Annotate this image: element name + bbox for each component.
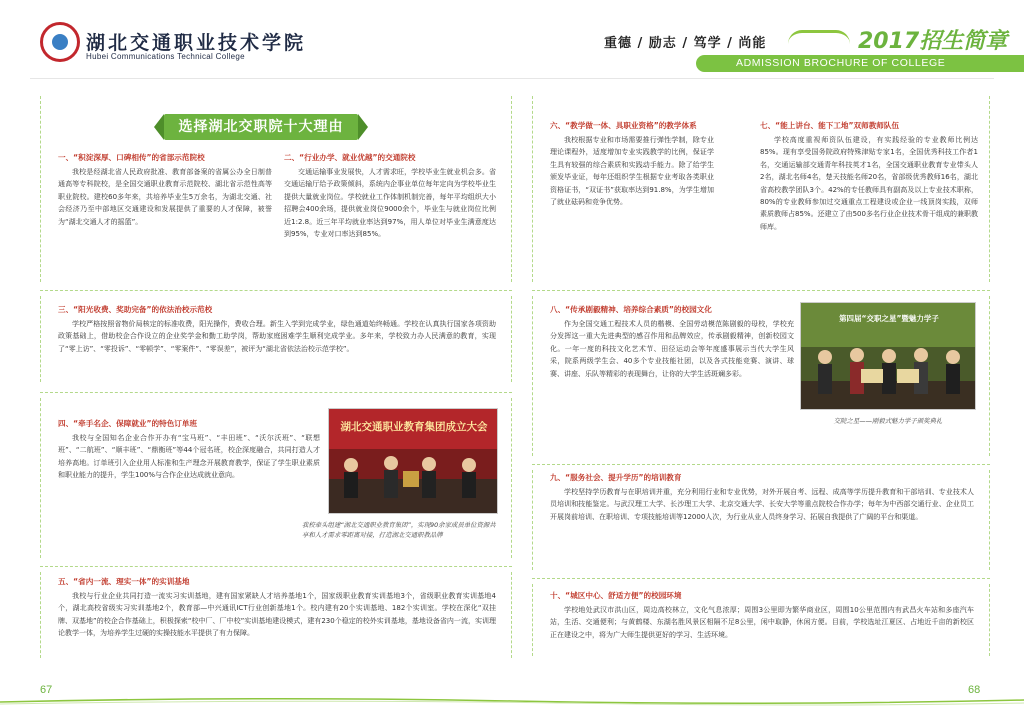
divider bbox=[40, 566, 512, 567]
section-2 bbox=[284, 152, 496, 240]
section-3 bbox=[58, 304, 496, 355]
photo-caption: 我校牵头组建“湖北交通职业教育集团”，实现90余家成员单位资源共享和人才需求零距离对接，打造湖北交通职教品牌 bbox=[302, 521, 496, 539]
section-6-title: 六、“教学做一体、具职业资格”的教学体系 bbox=[550, 121, 697, 130]
divider bbox=[532, 578, 990, 579]
section-6 bbox=[550, 120, 714, 208]
car-outline-icon bbox=[788, 30, 850, 44]
divider bbox=[40, 290, 512, 291]
section-1 bbox=[58, 152, 272, 228]
section-5-body: 我校与行业企业共同打造一流实习实训基地，建有国家紧缺人才培养基地1个，国家级职业教育实训基地3个，省级职业教育实训基地4个，湖北高校省级实习实训基地2个，教育部—中兴通讯ICT行业创新基地1个。校内建有20个实训基地、182个实训室。学校在深化“双挂牌、双基地”的校企合作基础上，积极探索“校中厂、厂中校”实训基地建设模式，建有230个稳定的校外实训基地，基地设备省内一流，实训理论教学一体，为培养学生过硬的实操技能水平提供了有力保障。 bbox=[58, 592, 496, 638]
page-number-right: 68 bbox=[968, 684, 981, 696]
section-1-title: 一、“积淀深厚、口碑相传”的省部示范院校 bbox=[58, 153, 205, 162]
footer-swoosh bbox=[0, 694, 1024, 706]
photo-banner-text: 第四届“交职之星”暨魅力学子 bbox=[839, 314, 939, 323]
photo-caption: 交院之星——刚毅式魅力学子颁奖典礼 bbox=[833, 417, 943, 425]
school-logo bbox=[40, 22, 80, 62]
page-header bbox=[0, 0, 1024, 72]
section-4 bbox=[58, 418, 320, 482]
section-3-title: 三、“阳光收费、奖助完备”的依法治校示范校 bbox=[58, 305, 213, 314]
section-8-title: 八、“传承剧毅精神、培养综合素质”的校园文化 bbox=[550, 305, 712, 314]
section-10 bbox=[550, 590, 974, 641]
photo-group-founding bbox=[328, 408, 498, 514]
section-9-body: 学校坚持学历教育与在职培训并重，充分利用行业和专业优势，对外开展自考、远程、成高等学历提升教育和干部培训、专业技术人员培训和技能鉴定。与武汉理工大学、长沙理工大学、北京交通大学、长安大学等重点院校合作办学；每年为中西部交通行业、企业员工开展岗前培训、在职培训、专项技能培训等12000人次，为行业从业人员终身学习、拓展自我提供了广阔的平台和渠道。 bbox=[550, 488, 974, 521]
section-4-title: 四、“牵手名企、保障就业”的特色订单班 bbox=[58, 419, 198, 428]
section-7-title: 七、“能上讲台、能下工地”双师教师队伍 bbox=[760, 121, 900, 130]
header-rule bbox=[30, 78, 994, 79]
section-5 bbox=[58, 576, 496, 640]
section-2-body: 交通运输事业发展快，人才需求旺，学校毕业生就业机会多。省交通运输厅给予政策倾斜，系统内企事业单位每年定向为学校毕业生提供大量就业岗位。学校就业工作体制机制完善，每年平均组织大小招聘会400余场，提供就业岗位9000余个，毕业生与就业岗位比例近1:2.8。近三年平均就业率达到97%，用人单位对毕业生满意度达到95%，专业对口率达到85%。 bbox=[284, 168, 496, 239]
section-9 bbox=[550, 472, 974, 523]
section-8-body: 作为全国交通工程技术人员的楷模、全国劳动模范陈剧毅的母校，学校充分发挥这一重大先进典型的感召作用和品牌效应，传承剧毅精神，创新校园文化。一年一度的科技文化艺术节、田径运动会等年度盛事展示当代大学生风采，院系两级学生会、40多个专业技能社团，以及各式技能竞赛、演讲、球赛、讲座、乐队等精彩的表现舞台，让你的大学生活斑斓多彩。 bbox=[550, 320, 794, 378]
section-ribbon-title: 选择湖北交职院十大理由 bbox=[164, 114, 358, 140]
divider bbox=[532, 464, 990, 465]
section-4-body: 我校与全国知名企业合作开办有“宝马班”、“丰田班”、“沃尔沃班”、“联想班”、“二航班”、“顺丰班”、“鼎衡班”等44个冠名班，校企深度融合，共同打造人才培养高地。订单班引入企业用人标准和生产理念开展教育教学，保证了学生职业素质和职业能力的提升，学生100%与合作企业达成就业意向。 bbox=[58, 434, 320, 480]
section-10-title: 十、“城区中心、舒适方便”的校园环境 bbox=[550, 591, 682, 600]
section-7 bbox=[760, 120, 978, 233]
section-2-title: 二、“行业办学、就业优越”的交通院校 bbox=[284, 153, 416, 162]
brochure-title: 2017招生简章 bbox=[858, 29, 1008, 54]
section-7-body: 学校高度重视师资队伍建设，有实践经验的专业教师比例达85%。现有享受国务院政府特殊津贴专家1名，全国优秀科技工作者1名，交通运输部交通青年科技英才1名，全国交通职业教育专业带头人2名，湖北名师4名，楚天技能名师20名，省部级优秀教师16名，湖北省高校教学团队3个。42%的专任教师具有副高及以上专业技术职称，80%的专业教师参加过交通重点工程建设或企业一线顶岗实践，双师素质教师占85%。还建立了由500多名行业企业技术骨干组成的兼职教师库。 bbox=[760, 136, 978, 231]
divider bbox=[532, 290, 990, 291]
section-8 bbox=[550, 304, 794, 380]
section-3-body: 学校严格按照省物价局核定的标准收费，阳光操作，费收合理。新生入学到完成学业，绿色通道始终畅通。学校在认真执行国家各项资助政策基础上，借助校企合作设立的企业奖学金和勤工助学岗，帮助家庭困难学生顺利完成学业。多年来，学校致力办人民满意的教育，实现了“零上访”、“零投诉”、“零顿学”、“零案件”、“零误差”，被评为“湖北省依法治校示范学校”。 bbox=[58, 320, 496, 353]
school-name-cn: 湖北交通职业技术学院 bbox=[86, 32, 307, 54]
photo-banner-text: 湖北交通职业教育集团成立大会 bbox=[340, 421, 488, 433]
section-5-title: 五、“省内一流、理实一体”的实训基地 bbox=[58, 577, 190, 586]
photo-award-ceremony bbox=[800, 302, 976, 410]
divider bbox=[40, 392, 512, 393]
section-10-body: 学校地处武汉市洪山区，周边高校林立，文化气息浓厚；周围3公里即为繁华商业区，周围10公里范围内有武昌火车站和多座汽车站，生活、交通便利；与黄鹤楼、东湖名胜风景区相隔不足8公里，闲中取静，休闲方便。目前，学校选址江夏区、占地近千亩的新校区正在建设之中，将为广大师生提供更好的学习、生活环境。 bbox=[550, 606, 974, 639]
brochure-title-en: ADMISSION BROCHURE OF COLLEGE bbox=[736, 57, 946, 69]
school-name-en: Hubei Communications Technical College bbox=[86, 52, 245, 61]
section-9-title: 九、“服务社会、提升学历”的培训教育 bbox=[550, 473, 682, 482]
section-1-body: 我校是经湖北省人民政府批准、教育部备案的省属公办全日制普通高等专科院校，是全国交通职业教育示范院校、湖北省示范性高等职业院校。建校60多年来，共培养毕业生5万余名，为湖北交通、社会经济乃至中部地区交通建设和发展提供了重要的人才保障，被誉为“湖北交通人才的摇篮”。 bbox=[58, 168, 272, 226]
section-6-body: 我校根据专业和市场需要推行弹性学制，除专业理论课程外，适度增加专业实践教学的比例，保证学生具有较强的综合素质和实践动手能力。除了给学生颁发毕业证，每年还组织学生根据专业考取各类职业资格证书，“双证书”获取率达到91.8%，为学生增加了就业砝码和竞争优势。 bbox=[550, 136, 714, 207]
page-number-left: 67 bbox=[40, 684, 53, 696]
school-motto: 重德 / 励志 / 笃学 / 尚能 bbox=[604, 36, 767, 51]
